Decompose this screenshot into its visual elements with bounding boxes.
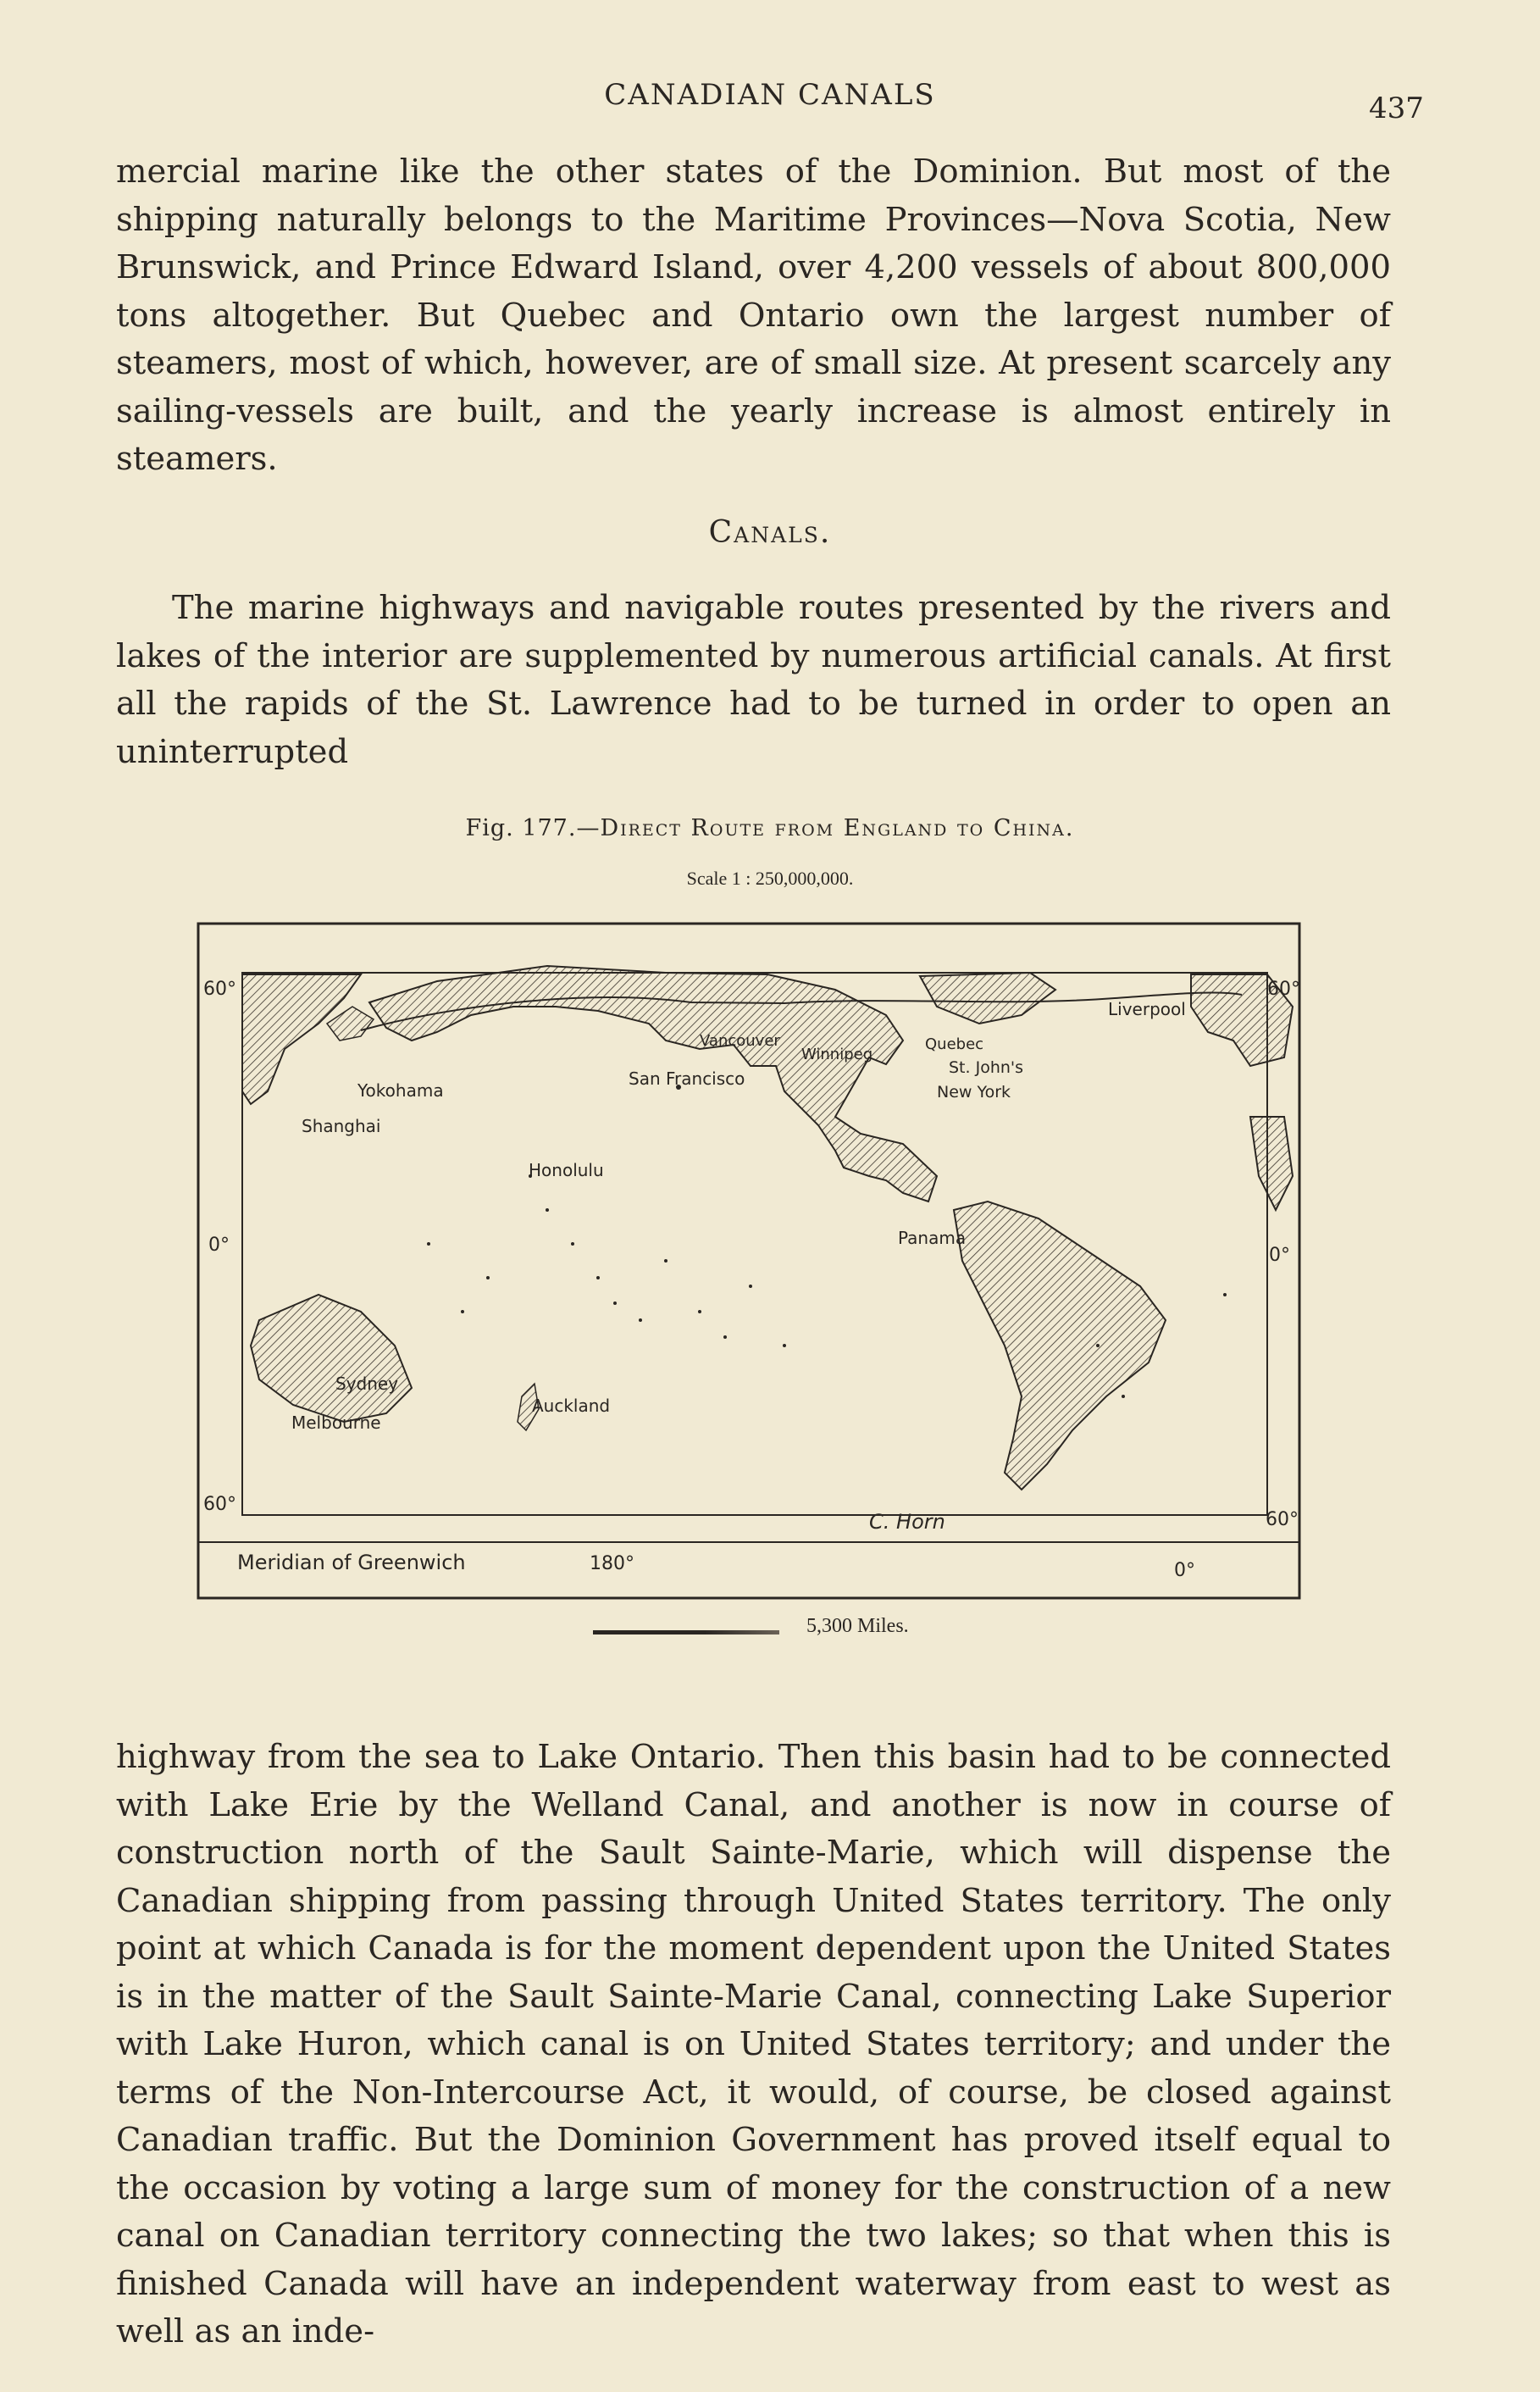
lat-60s-right-label: 60° bbox=[1266, 1509, 1299, 1530]
figure-caption bbox=[0, 815, 1540, 841]
south-america-landmass bbox=[954, 1202, 1166, 1490]
canals-text: The marine highways and navigable routes presented by the rivers and lakes of the interior are supplemented by numerous artificial canals. At first all the rapids of the St. Lawrence had to be turned in order to open an uninterrupted bbox=[116, 589, 1391, 771]
africa-landmass bbox=[1250, 1117, 1293, 1210]
lat-equator-right-label: 0° bbox=[1269, 1245, 1290, 1266]
meridian-0-label: 0° bbox=[1174, 1560, 1195, 1581]
lat-60n-left-label: 60° bbox=[203, 979, 236, 1000]
vancouver-label: Vancouver bbox=[700, 1032, 780, 1050]
australia-landmass bbox=[251, 1295, 412, 1422]
auckland-label: Auckland bbox=[532, 1396, 611, 1416]
melbourne-label: Melbourne bbox=[291, 1412, 381, 1433]
lat-60s-left-label: 60° bbox=[203, 1494, 236, 1515]
winnipeg-label: Winnipeg bbox=[801, 1046, 873, 1063]
cape-horn-label: C. Horn bbox=[869, 1510, 945, 1534]
world-route-map bbox=[191, 922, 1306, 1600]
meridian-greenwich-label: Meridian of Greenwich bbox=[237, 1551, 466, 1574]
lat-equator-left-label: 0° bbox=[208, 1235, 230, 1256]
yokohama-label: Yokohama bbox=[357, 1080, 444, 1101]
new-york-label: New York bbox=[937, 1083, 1011, 1102]
scale-bar-line bbox=[593, 1630, 779, 1634]
page-number: 437 bbox=[1369, 92, 1424, 125]
shanghai-label: Shanghai bbox=[302, 1116, 381, 1136]
figure-scale: Scale 1 : 250,000,000. bbox=[686, 868, 854, 889]
closing-paragraph bbox=[116, 1734, 1391, 2356]
panama-label: Panama bbox=[898, 1228, 967, 1248]
map-scale-bar bbox=[593, 1615, 1017, 1649]
st-johns-label: St. John's bbox=[949, 1058, 1024, 1077]
section-heading: Canals. bbox=[708, 515, 832, 550]
san-francisco-label: San Francisco bbox=[629, 1068, 745, 1089]
quebec-label: Quebec bbox=[925, 1035, 984, 1053]
canals-paragraph bbox=[116, 585, 1391, 776]
closing-text: highway from the sea to Lake Ontario. Then this basin had to be connected with Lake Erie by the Welland Canal, and another is now in course of construction north of the Sault Sainte-Marie, which will dispense the Canadian shipping from passing through United States territory. The only point at which Canada is for the moment dependent upon the United States is in the matter of the Sault Sainte-Marie Canal, connecting Lake Superior with Lake Huron, which canal is on United States territory; and under the terms of the Non-Intercourse Act, it would, of course, be closed against Canadian traffic. But the Dominion Government has proved itself equal to the occasion by voting a large sum of money for the construction of a new canal on Canadian territory connecting the two lakes; so that when this is finished Canada will have an independent waterway from east to west as well as an inde- bbox=[116, 1738, 1391, 2350]
meridian-180-label: 180° bbox=[590, 1553, 634, 1574]
japan-islands bbox=[327, 1007, 374, 1041]
honolulu-label: Honolulu bbox=[529, 1160, 604, 1180]
lat-60n-right-label: 60° bbox=[1267, 979, 1300, 1000]
figure-number: Fig. 177. bbox=[465, 815, 577, 841]
intro-paragraph bbox=[116, 148, 1391, 484]
figure-dash: — bbox=[576, 815, 601, 841]
intro-text: mercial marine like the other states of the Dominion. But most of the shipping naturally belongs to the Maritime Provinces—Nova Scotia, New Brunswick, and Prince Edward Island, over 4,200 vessels of about 800,000 tons altogether. But Quebec and Ontario own the largest number of steamers, most of which, however, are of small size. At present scarcely any sailing-vessels are built, and the yearly increase is almost entirely in steamers. bbox=[116, 153, 1391, 478]
running-title: CANADIAN CANALS bbox=[604, 78, 936, 112]
liverpool-label: Liverpool bbox=[1108, 999, 1186, 1019]
figure-title: Direct Route from England to China. bbox=[600, 815, 1075, 841]
greenland-landmass bbox=[920, 973, 1055, 1024]
scale-bar-label: 5,300 Miles. bbox=[806, 1615, 909, 1637]
sydney-label: Sydney bbox=[335, 1374, 399, 1394]
